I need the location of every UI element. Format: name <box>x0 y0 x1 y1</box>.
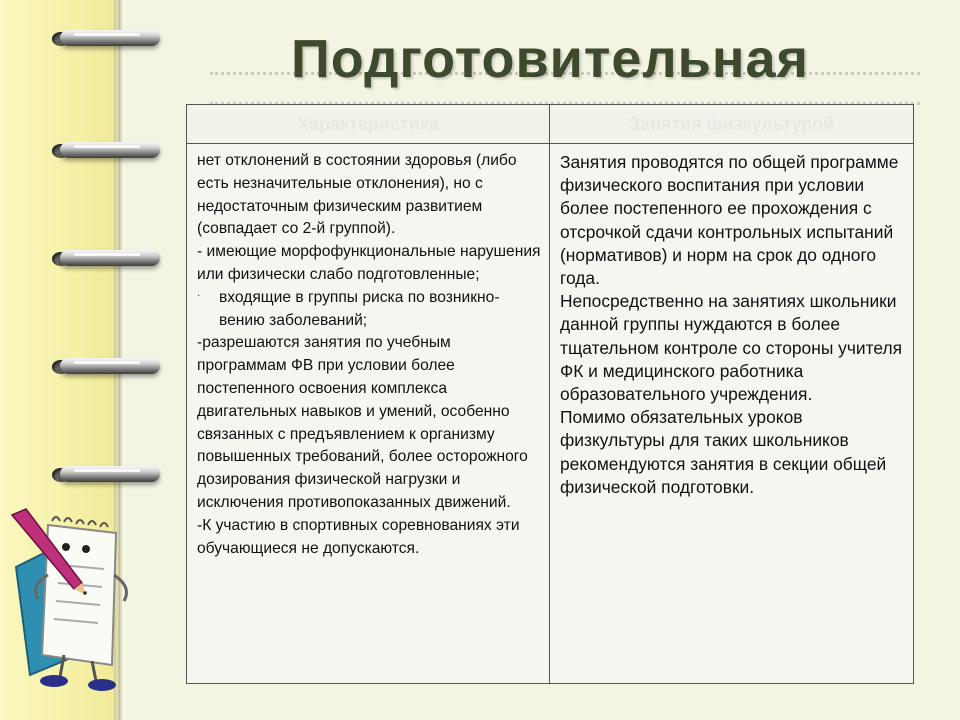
characteristic-cell <box>187 144 550 684</box>
characteristic-bullet-item <box>197 287 541 333</box>
info-table <box>186 104 914 684</box>
characteristic-paragraph: -разрешаются занятия по учебным программам ФВ при условии более постепенного освоения комплекса двигательных навыков и умений, особенно связанных с предъявлением к организму повышенных требований, более осторожного дозирования физической нагрузки и исключения противопоказанных движений. <box>197 334 528 511</box>
characteristic-paragraph: -К участию в спортивных соревнованиях эти обучающиеся не допускаются. <box>197 516 520 557</box>
binder-ring-icon <box>52 354 172 382</box>
page-title: Подготовительная <box>290 29 810 89</box>
bullet-marker: · <box>197 289 201 301</box>
notepad-character-icon <box>8 505 138 695</box>
characteristic-paragraph: - имеющие морфофункциональные нарушения или физически слабо подготовленные; <box>197 243 541 283</box>
physical-education-cell <box>550 144 914 684</box>
binder-ring-icon <box>52 26 172 54</box>
table-header-row <box>187 105 914 144</box>
pe-paragraph: Помимо обязательных уроков физкультуры для таких школьников рекомендуются занятия в секции общей физической подготовки. <box>560 407 887 497</box>
table-row <box>187 144 914 684</box>
binder-ring-icon <box>52 246 172 274</box>
characteristic-paragraph: нет отклонений в состоянии здоровья (либо есть незначительные отклонения), но с недостаточным физическим развитием (совпадает со 2-й группой). <box>197 152 517 238</box>
characteristic-paragraph: входящие в группы риска по возникно-вению заболеваний; <box>219 288 500 329</box>
header-physical-education: Занятия физкультурой <box>550 105 914 144</box>
pe-paragraph: Непосредственно на занятиях школьники данной группы нуждаются в более тщательном контроле со стороны учителя ФК и медицинского работника образовательного учреждения. <box>560 291 903 405</box>
header-characteristic: Характеристика <box>187 105 550 144</box>
pe-paragraph: Занятия проводятся по общей программе физического воспитания при условии более постепенного ее прохождения с отсрочкой сдачи контрольных испытаний (нормативов) и норм на срок до одного года. <box>560 152 899 289</box>
binder-ring-icon <box>52 138 172 166</box>
binder-ring-icon <box>52 462 172 490</box>
